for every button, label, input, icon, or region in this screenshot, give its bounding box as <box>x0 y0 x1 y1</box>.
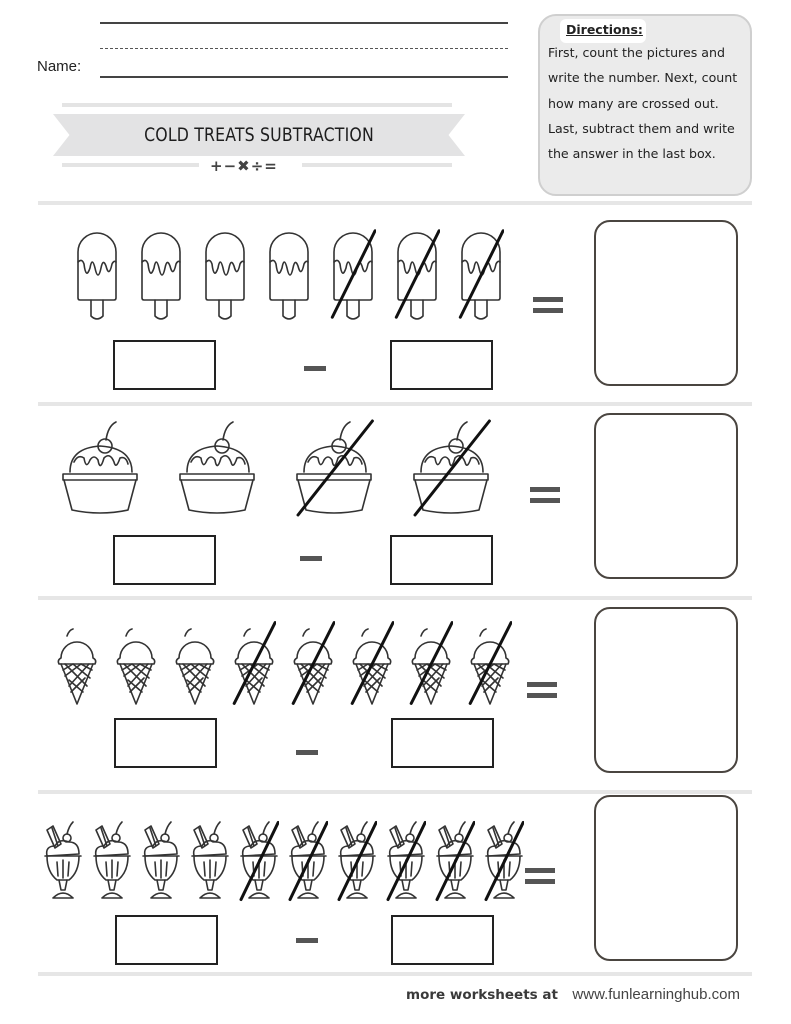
page-title: COLD TREATS SUBTRACTION <box>144 124 374 146</box>
math-operators-icon: +−✖÷= <box>210 157 278 175</box>
banner-bottom-bar-right <box>302 163 452 167</box>
parfait-glass-icon <box>190 820 230 902</box>
name-input-line[interactable] <box>100 76 508 78</box>
ice-cream-cone-icon <box>291 620 335 706</box>
footer-prefix: more worksheets at <box>406 987 558 1003</box>
problem-4-equals-sign <box>525 868 555 884</box>
problem-1-answer-box[interactable] <box>594 220 738 386</box>
problem-1-pictures <box>74 228 504 320</box>
sundae-cup-icon <box>294 418 374 518</box>
popsicle-icon <box>202 228 248 320</box>
problem-4-total-input[interactable] <box>115 915 218 965</box>
problem-3-minus-sign <box>296 750 318 755</box>
problem-4-minus-sign <box>296 938 318 943</box>
problem-3-equals-sign <box>527 682 557 698</box>
problem-3-answer-box[interactable] <box>594 607 738 773</box>
problem-4-crossed-input[interactable] <box>391 915 494 965</box>
ice-cream-cone-icon <box>232 620 276 706</box>
ice-cream-cone-icon <box>173 620 217 706</box>
parfait-glass-icon <box>288 820 328 902</box>
ice-cream-cone-icon <box>55 620 99 706</box>
ice-cream-cone-icon <box>468 620 512 706</box>
popsicle-icon <box>394 228 440 320</box>
problem-4-answer-box[interactable] <box>594 795 738 961</box>
footer <box>406 986 740 1003</box>
sundae-cup-icon <box>60 418 140 518</box>
ice-cream-cone-icon <box>114 620 158 706</box>
divider <box>38 201 752 205</box>
parfait-glass-icon <box>337 820 377 902</box>
problem-2-equals-sign <box>530 487 560 503</box>
footer-url[interactable]: www.funlearninghub.com <box>572 986 740 1003</box>
parfait-glass-icon <box>141 820 181 902</box>
parfait-glass-icon <box>92 820 132 902</box>
problem-1-total-input[interactable] <box>113 340 216 390</box>
divider <box>38 402 752 406</box>
problem-2-total-input[interactable] <box>113 535 216 585</box>
problem-3-total-input[interactable] <box>114 718 217 768</box>
banner-bottom-bar-left <box>62 163 199 167</box>
problem-4-pictures <box>43 820 524 902</box>
popsicle-icon <box>138 228 184 320</box>
ice-cream-cone-icon <box>409 620 453 706</box>
parfait-glass-icon <box>386 820 426 902</box>
divider <box>38 972 752 976</box>
sundae-cup-icon <box>177 418 257 518</box>
popsicle-icon <box>74 228 120 320</box>
problem-3-pictures <box>55 620 512 706</box>
problem-1-minus-sign <box>304 366 326 371</box>
problem-2-minus-sign <box>300 556 322 561</box>
problem-2-answer-box[interactable] <box>594 413 738 579</box>
popsicle-icon <box>458 228 504 320</box>
problem-3-crossed-input[interactable] <box>391 718 494 768</box>
ice-cream-cone-icon <box>350 620 394 706</box>
parfait-glass-icon <box>43 820 83 902</box>
parfait-glass-icon <box>435 820 475 902</box>
parfait-glass-icon <box>484 820 524 902</box>
sundae-cup-icon <box>411 418 491 518</box>
directions-heading: Directions: <box>566 22 643 37</box>
name-label: Name: <box>37 58 82 75</box>
banner-top-bar <box>62 103 452 107</box>
problem-2-pictures <box>60 418 491 518</box>
directions-text: First, count the pictures and write the number. Next, count how many are crossed out. Last, subtract them and write the answer in the last box. <box>548 45 738 162</box>
problem-1-equals-sign <box>533 297 563 313</box>
problem-2-crossed-input[interactable] <box>390 535 493 585</box>
popsicle-icon <box>266 228 312 320</box>
popsicle-icon <box>330 228 376 320</box>
divider <box>38 790 752 794</box>
problem-1-crossed-input[interactable] <box>390 340 493 390</box>
name-line-dashed <box>100 48 508 49</box>
divider <box>38 596 752 600</box>
parfait-glass-icon <box>239 820 279 902</box>
name-line-top <box>100 22 508 24</box>
